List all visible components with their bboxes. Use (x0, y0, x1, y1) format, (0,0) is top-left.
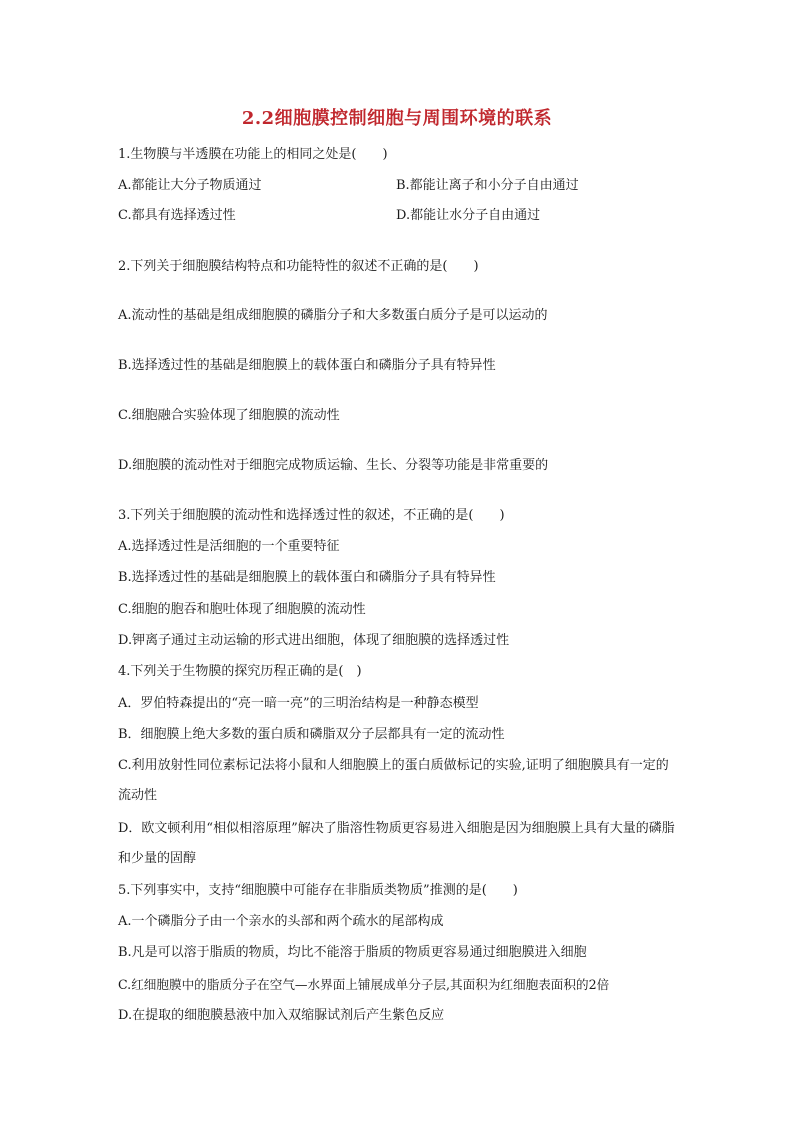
question-1-option-d: D.都能让水分子自由通过 (396, 208, 541, 223)
question-5-option-a: A.一个磷脂分子由一个亲水的头部和两个疏水的尾部构成 (118, 914, 444, 929)
question-3-stem: 3.下列关于细胞膜的流动性和选择透过性的叙述，不正确的是( ) (118, 508, 505, 523)
question-5-stem: 5.下列事实中，支持“细胞膜中可能存在非脂质类物质”推测的是( ) (118, 883, 518, 898)
question-2-option-c: C.细胞融合实验体现了细胞膜的流动性 (118, 408, 340, 423)
question-5-option-c: C.红细胞膜中的脂质分子在空气—水界面上铺展成单分子层,其面积为红细胞表面积的2倍 (118, 977, 610, 992)
question-3-option-b: B.选择透过性的基础是细胞膜上的载体蛋白和磷脂分子具有特异性 (118, 570, 496, 585)
question-4-option-a: A．罗伯特森提出的“亮一暗一亮”的三明治结构是一种静态模型 (118, 696, 479, 711)
question-2-option-d: D.细胞膜的流动性对于细胞完成物质运输、生长、分裂等功能是非常重要的 (118, 458, 549, 473)
question-3-option-c: C.细胞的胞吞和胞吐体现了细胞膜的流动性 (118, 602, 366, 617)
page-title: 2.2细胞膜控制细胞与周围环境的联系 (241, 108, 553, 129)
question-4-option-d: D．欧文顿利用“相似相溶原理”解决了脂溶性物质更容易进入细胞是因为细胞膜上具有大量的磷脂和少量的固醇 (118, 821, 675, 866)
question-1-option-a: A.都能让大分子物质通过 (118, 178, 262, 193)
question-5-option-d: D.在提取的细胞膜悬液中加入双缩脲试剂后产生紫色反应 (118, 1008, 445, 1023)
question-3-option-a: A.选择透过性是活细胞的一个重要特征 (118, 539, 340, 554)
question-4-stem: 4.下列关于生物膜的探究历程正确的是( ) (118, 664, 362, 679)
question-1-option-b: B.都能让离子和小分子自由通过 (396, 178, 579, 193)
question-1-option-c: C.都具有选择透过性 (118, 208, 236, 223)
question-2-option-b: B.选择透过性的基础是细胞膜上的载体蛋白和磷脂分子具有特异性 (118, 358, 496, 373)
question-3-option-d: D.钾离子通过主动运输的形式进出细胞，体现了细胞膜的选择透过性 (118, 633, 510, 648)
question-2-option-a: A.流动性的基础是组成细胞膜的磷脂分子和大多数蛋白质分子是可以运动的 (118, 308, 548, 323)
question-2-stem: 2.下列关于细胞膜结构特点和功能特性的叙述不正确的是( ) (118, 259, 479, 274)
question-4-option-b: B．细胞膜上绝大多数的蛋白质和磷脂双分子层都具有一定的流动性 (118, 727, 505, 742)
question-1-stem: 1.生物膜与半透膜在功能上的相同之处是( ) (118, 147, 388, 162)
question-5-option-b: B.凡是可以溶于脂质的物质，均比不能溶于脂质的物质更容易通过细胞膜进入细胞 (118, 945, 587, 960)
question-4-option-c: C.利用放射性同位素标记法将小鼠和人细胞膜上的蛋白质做标记的实验,证明了细胞膜具有一定的流动性 (118, 758, 669, 803)
